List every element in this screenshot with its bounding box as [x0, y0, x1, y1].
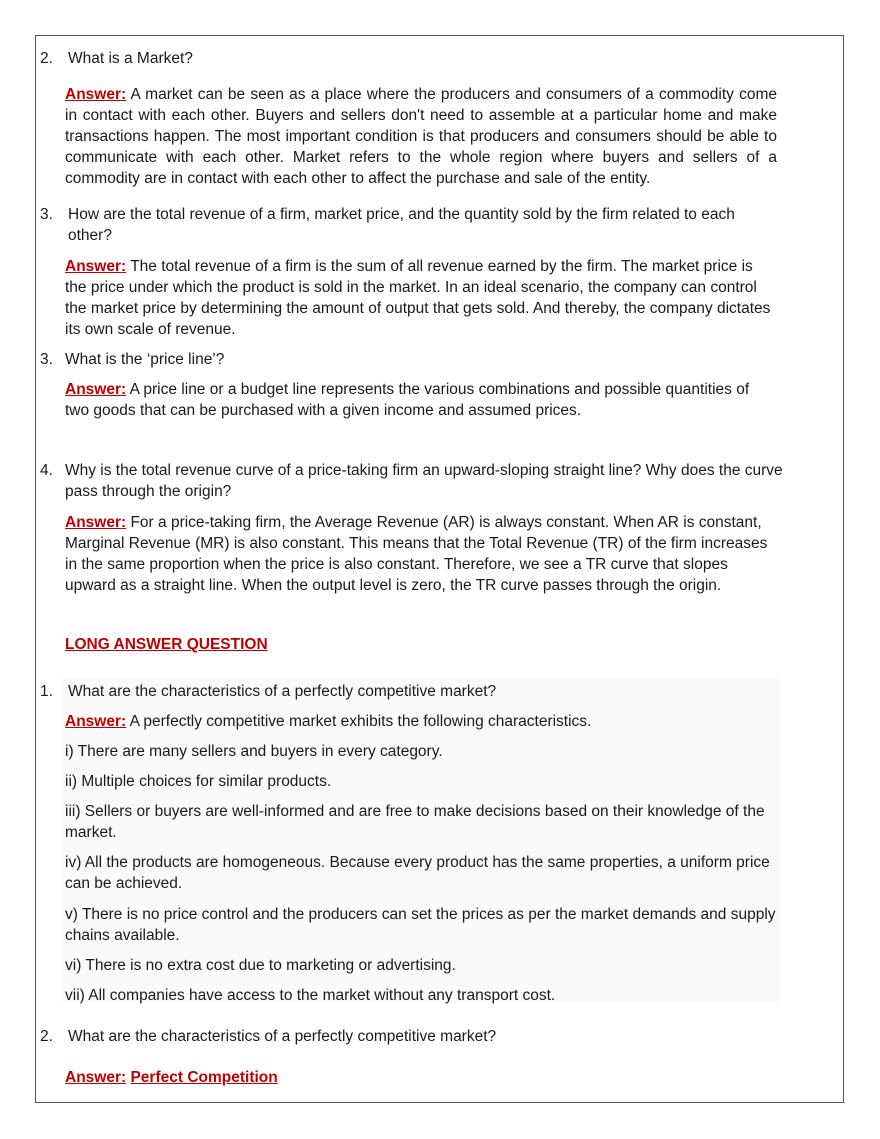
answer-text: Perfect Competition — [130, 1069, 278, 1086]
answer-label: Answer: — [65, 1069, 127, 1086]
answer-block — [65, 1067, 777, 1088]
question-text: What are the characteristics of a perfectly competitive market? — [68, 683, 497, 700]
question-text: How are the total revenue of a firm, market price, and the quantity sold by the firm related to each other? — [68, 206, 735, 244]
question-item — [40, 1026, 783, 1047]
answer-text: A market can be seen as a place where the producers and consumers of a commodity come in contact with each other. Buyers and sellers don't need to assemble at a particular home and make transactions happen. The most important condition is that producers and consumers should be able to communicate with each other. Market refers to the whole region where buyers and sellers of a commodity are in contact with each other to affect the purchase and sale of the entity. — [65, 86, 777, 187]
question-item — [40, 681, 783, 702]
list-item: vii) All companies have access to the market without any transport cost. — [65, 987, 556, 1004]
question-text: What is a Market? — [68, 50, 193, 67]
question-item — [40, 349, 783, 370]
question-text: Why is the total revenue curve of a price-taking firm an upward-sloping straight line? Why does the curve pass through the origin? — [65, 462, 783, 500]
question-text: What are the characteristics of a perfectly competitive market? — [68, 1028, 497, 1045]
question-number: 2. — [40, 50, 53, 67]
question-number: 2. — [40, 1028, 53, 1045]
answer-block — [65, 512, 777, 596]
answer-text: For a price-taking firm, the Average Revenue (AR) is always constant. When AR is constant, Marginal Revenue (MR) is also constant. This means that the Total Revenue (TR) of the firm increases in the same proportion when the price is also constant. Therefore, we see a TR curve that slopes upward as a straight line. When the output level is zero, the TR curve passes through the origin. — [65, 514, 768, 594]
question-item — [40, 204, 783, 246]
answer-block — [65, 84, 777, 189]
question-number: 1. — [40, 683, 53, 700]
answer-block — [65, 711, 777, 732]
question-text: What is the ‘price line’? — [65, 351, 225, 368]
answer-label: Answer: — [65, 258, 127, 275]
answer-label: Answer: — [65, 514, 127, 531]
answer-label: Answer: — [65, 86, 127, 103]
list-item: vi) There is no extra cost due to marketing or advertising. — [65, 957, 456, 974]
list-item: ii) Multiple choices for similar products. — [65, 773, 332, 790]
list-item: iii) Sellers or buyers are well-informed and are free to make decisions based on their knowledge of the market. — [65, 803, 765, 841]
answer-label: Answer: — [65, 713, 127, 730]
answer-text: A perfectly competitive market exhibits the following characteristics. — [129, 713, 592, 730]
list-item: i) There are many sellers and buyers in every category. — [65, 743, 443, 760]
question-number: 3. — [40, 351, 53, 368]
question-number: 4. — [40, 462, 53, 479]
answer-label: Answer: — [65, 381, 127, 398]
list-item: iv) All the products are homogeneous. Because every product has the same properties, a uniform price can be achieved. — [65, 854, 770, 892]
answer-block — [65, 379, 777, 421]
answer-text: A price line or a budget line represents the various combinations and possible quantities of two goods that can be purchased with a given income and assumed prices. — [65, 381, 750, 419]
list-item: v) There is no price control and the producers can set the prices as per the market demands and supply chains available. — [65, 906, 776, 944]
question-item — [40, 48, 783, 69]
section-heading: LONG ANSWER QUESTION — [65, 636, 268, 653]
document-page — [35, 35, 844, 1103]
question-number: 3. — [40, 206, 53, 223]
question-item — [40, 460, 783, 502]
answer-text: The total revenue of a firm is the sum of all revenue earned by the firm. The market price is the price under which the product is sold in the market. In an ideal scenario, the company can control the market price by determining the amount of output that gets sold. And thereby, the company dictates its own scale of revenue. — [65, 258, 771, 338]
answer-block — [65, 256, 777, 340]
